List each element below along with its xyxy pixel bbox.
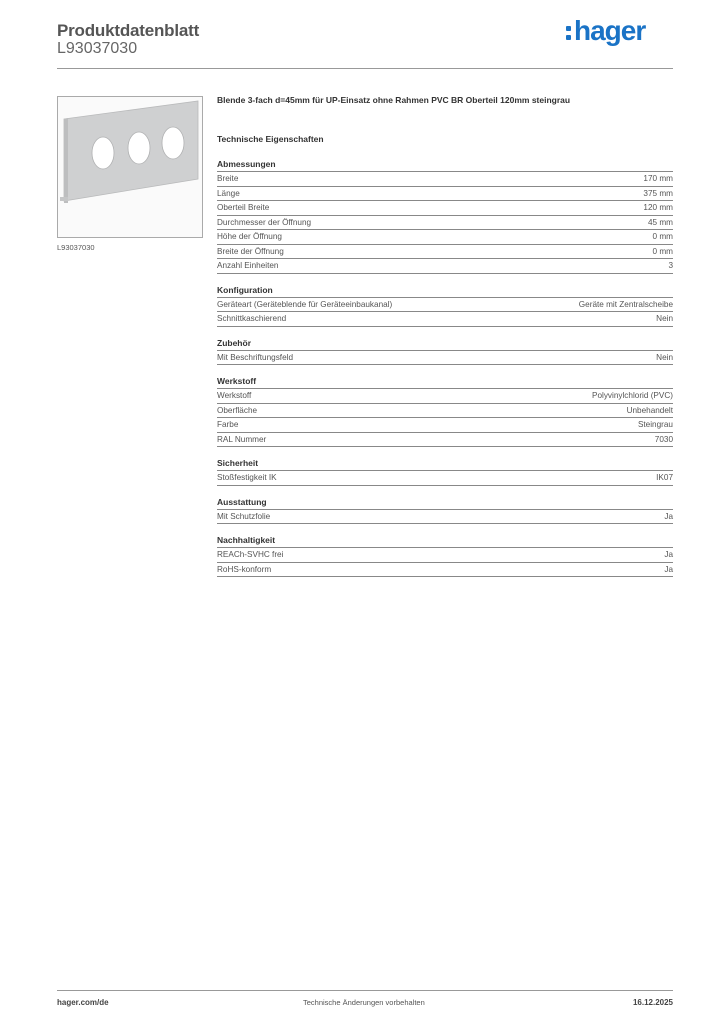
property-label: Anzahl Einheiten	[217, 261, 279, 270]
property-label: Oberfläche	[217, 405, 258, 415]
property-row	[217, 298, 673, 313]
property-label: Stoßfestigkeit IK	[217, 473, 277, 482]
property-label: Durchmesser der Öffnung	[217, 217, 312, 227]
section-title: Sicherheit	[217, 458, 673, 471]
property-row	[217, 548, 673, 563]
section-title: Werkstoff	[217, 376, 673, 389]
property-value: 3	[668, 261, 673, 270]
property-row	[217, 389, 673, 404]
property-value: Unbehandelt	[626, 405, 673, 415]
property-value: Geräte mit Zentralscheibe	[578, 299, 673, 309]
section-title: Nachhaltigkeit	[217, 535, 673, 548]
property-sections	[217, 159, 673, 577]
property-row	[217, 433, 673, 448]
property-row	[217, 351, 673, 366]
property-row	[217, 187, 673, 202]
footer-divider	[57, 990, 673, 991]
property-label: Geräteart (Geräteblende für Geräteeinbaukanal)	[217, 299, 393, 309]
property-row	[217, 201, 673, 216]
property-row	[217, 312, 673, 327]
section-ausstattung	[217, 497, 673, 525]
image-caption: L93037030	[57, 243, 95, 252]
section-title: Ausstattung	[217, 497, 673, 510]
property-value: Steingrau	[637, 420, 673, 429]
section-zubeh-r	[217, 338, 673, 366]
section-title: Abmessungen	[217, 159, 673, 172]
hager-logo	[566, 14, 645, 48]
property-label: Länge	[217, 188, 240, 198]
property-row	[217, 418, 673, 433]
property-row	[217, 259, 673, 274]
property-value: Ja	[664, 511, 673, 521]
property-value: 45 mm	[647, 217, 673, 227]
section-sicherheit	[217, 458, 673, 486]
property-value: Ja	[664, 564, 673, 574]
tech-properties-title: Technische Eigenschaften	[217, 134, 324, 144]
property-label: Mit Schutzfolie	[217, 511, 271, 521]
section-werkstoff	[217, 376, 673, 447]
property-label: Mit Beschriftungsfeld	[217, 352, 293, 362]
property-value: IK07	[656, 473, 673, 482]
property-value: 7030	[654, 434, 673, 444]
property-row	[217, 172, 673, 187]
property-value: 0 mm	[652, 232, 673, 241]
property-value: Nein	[656, 352, 673, 362]
property-label: Höhe der Öffnung	[217, 232, 282, 241]
property-label: Oberteil Breite	[217, 203, 270, 212]
property-label: Schnittkaschierend	[217, 314, 287, 323]
cover-plate-image	[58, 97, 202, 237]
product-title: Blende 3-fach d=45mm für UP-Einsatz ohne Rahmen PVC BR Oberteil 120mm steingrau	[217, 95, 571, 105]
property-label: Farbe	[217, 420, 239, 429]
product-code: L93037030	[57, 40, 138, 57]
property-row	[217, 230, 673, 245]
section-konfiguration	[217, 285, 673, 327]
footer-website: hager.com/de	[57, 998, 109, 1007]
footer-note: Technische Änderungen vorbehalten	[303, 998, 425, 1007]
property-value: 170 mm	[643, 174, 673, 183]
logo-dots-icon	[566, 26, 571, 40]
property-value: Polyvinylchlorid (PVC)	[592, 391, 673, 400]
property-row	[217, 245, 673, 260]
property-row	[217, 510, 673, 525]
property-value: 375 mm	[643, 188, 673, 198]
property-value: Nein	[656, 314, 673, 323]
property-label: RoHS-konform	[217, 564, 272, 574]
footer-date: 16.12.2025	[632, 998, 673, 1007]
property-row	[217, 404, 673, 419]
header-divider	[57, 68, 673, 69]
section-title: Konfiguration	[217, 285, 673, 298]
property-row	[217, 216, 673, 231]
section-nachhaltigkeit	[217, 535, 673, 577]
property-row	[217, 563, 673, 578]
property-value: 0 mm	[652, 246, 673, 256]
logo-text: hager	[574, 15, 646, 46]
property-value: 120 mm	[643, 203, 673, 212]
section-abmessungen	[217, 159, 673, 274]
section-title: Zubehör	[217, 338, 673, 351]
property-label: RAL Nummer	[217, 434, 267, 444]
property-label: Breite	[217, 174, 239, 183]
product-image	[57, 96, 203, 238]
property-value: Ja	[664, 550, 673, 559]
property-label: Werkstoff	[217, 391, 252, 400]
property-label: REACh-SVHC frei	[217, 550, 284, 559]
property-row	[217, 471, 673, 486]
property-label: Breite der Öffnung	[217, 246, 284, 256]
product-details	[217, 95, 673, 588]
page-title: Produktdatenblatt	[57, 21, 200, 40]
